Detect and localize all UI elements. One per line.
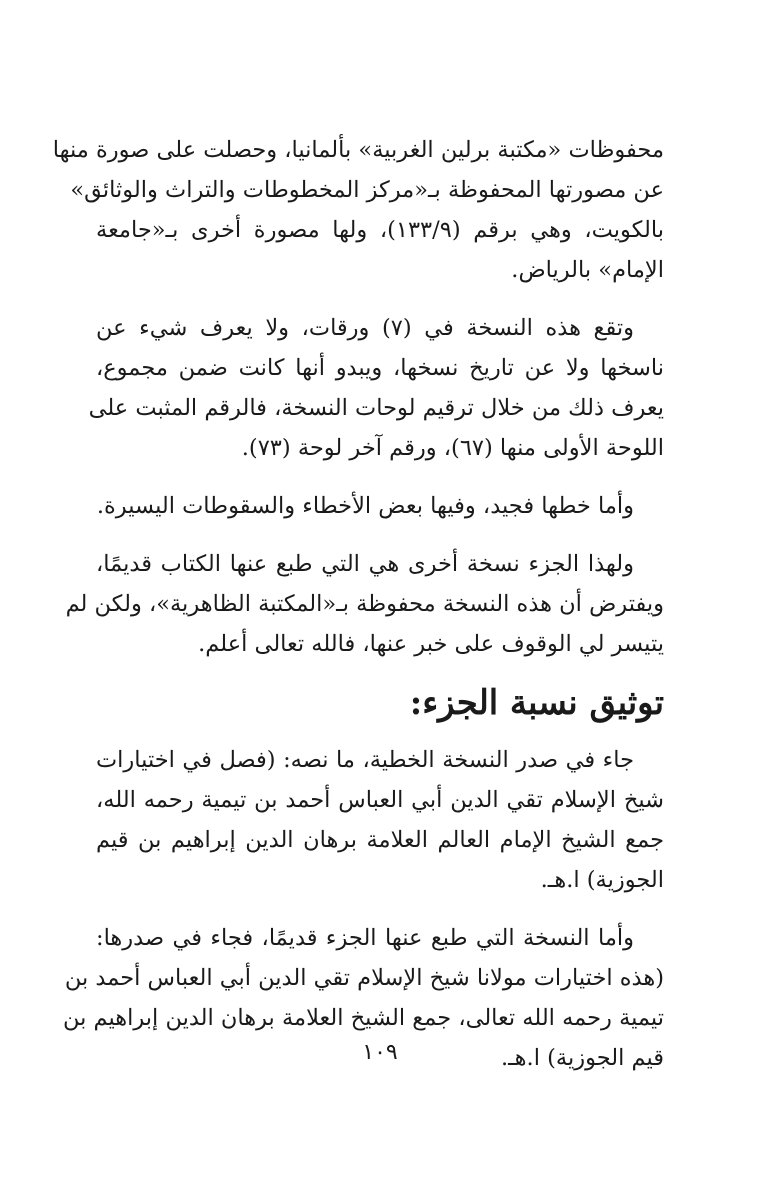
text-line: وأما خطها فجيد، وفيها بعض الأخطاء والسقوطات اليسيرة. [96,493,634,519]
text-line: ولهذا الجزء نسخة أخرى هي التي طبع عنها الكتاب قديمًا، [96,551,634,577]
text-line: يتيسر لي الوقوف على خبر عنها، فالله تعالى أعلم. [198,631,664,657]
text-line: الإمام» بالرياض. [511,257,664,283]
text-line: جاء في صدر النسخة الخطية، ما نصه: (فصل في اختيارات [96,747,634,773]
text-line: وأما النسخة التي طبع عنها الجزء قديمًا، فجاء في صدرها: [96,925,634,951]
paragraph-other-copy [65,544,664,664]
text-line: الجوزية) ا.هـ. [540,867,664,893]
text-line: (هذه اختيارات مولانا شيخ الإسلام تقي الدين أبي العباس أحمد بن [64,965,664,991]
paragraph-manuscript-location [52,130,665,290]
paragraph-manuscript-opening [96,740,664,900]
text-line: عن مصورتها المحفوظة بـ«مركز المخطوطات والتراث والوثائق» [70,177,664,203]
text-line: ويفترض أن هذه النسخة محفوظة بـ«المكتبة الظاهرية»، ولكن لم [65,591,664,617]
section-heading: توثيق نسبة الجزء: [409,682,664,722]
text-line: بالكويت، وهي برقم (١٣٣/٩)، ولها مصورة أخرى بـ«جامعة [96,217,665,243]
text-line: محفوظات «مكتبة برلين الغربية» بألمانيا، وحصلت على صورة منها [52,137,664,163]
text-line: شيخ الإسلام تقي الدين أبي العباس أحمد بن تيمية رحمه الله، [96,787,664,813]
paragraph-manuscript-description [88,308,664,468]
text-line: وتقع هذه النسخة في (٧) ورقات، ولا يعرف شيء عن [96,315,634,341]
text-line: ناسخها ولا عن تاريخ نسخها، ويبدو أنها كانت ضمن مجموع، [96,355,664,381]
page-body [52,130,665,1078]
text-line: جمع الشيخ الإمام العالم العلامة برهان الدين إبراهيم بن قيم [96,827,664,853]
text-line: قيم الجوزية) ا.هـ. [500,1045,664,1071]
text-line: يعرف ذلك من خلال ترقيم لوحات النسخة، فالرقم المثبت على [88,395,664,421]
paragraph-handwriting-quality [96,486,664,526]
page-number: ١٠٩ [362,1040,398,1065]
text-line: اللوحة الأولى منها (٦٧)، ورقم آخر لوحة (٧٣). [241,435,664,461]
text-line: تيمية رحمه الله تعالى، جمع الشيخ العلامة برهان الدين إبراهيم بن [62,1005,664,1031]
